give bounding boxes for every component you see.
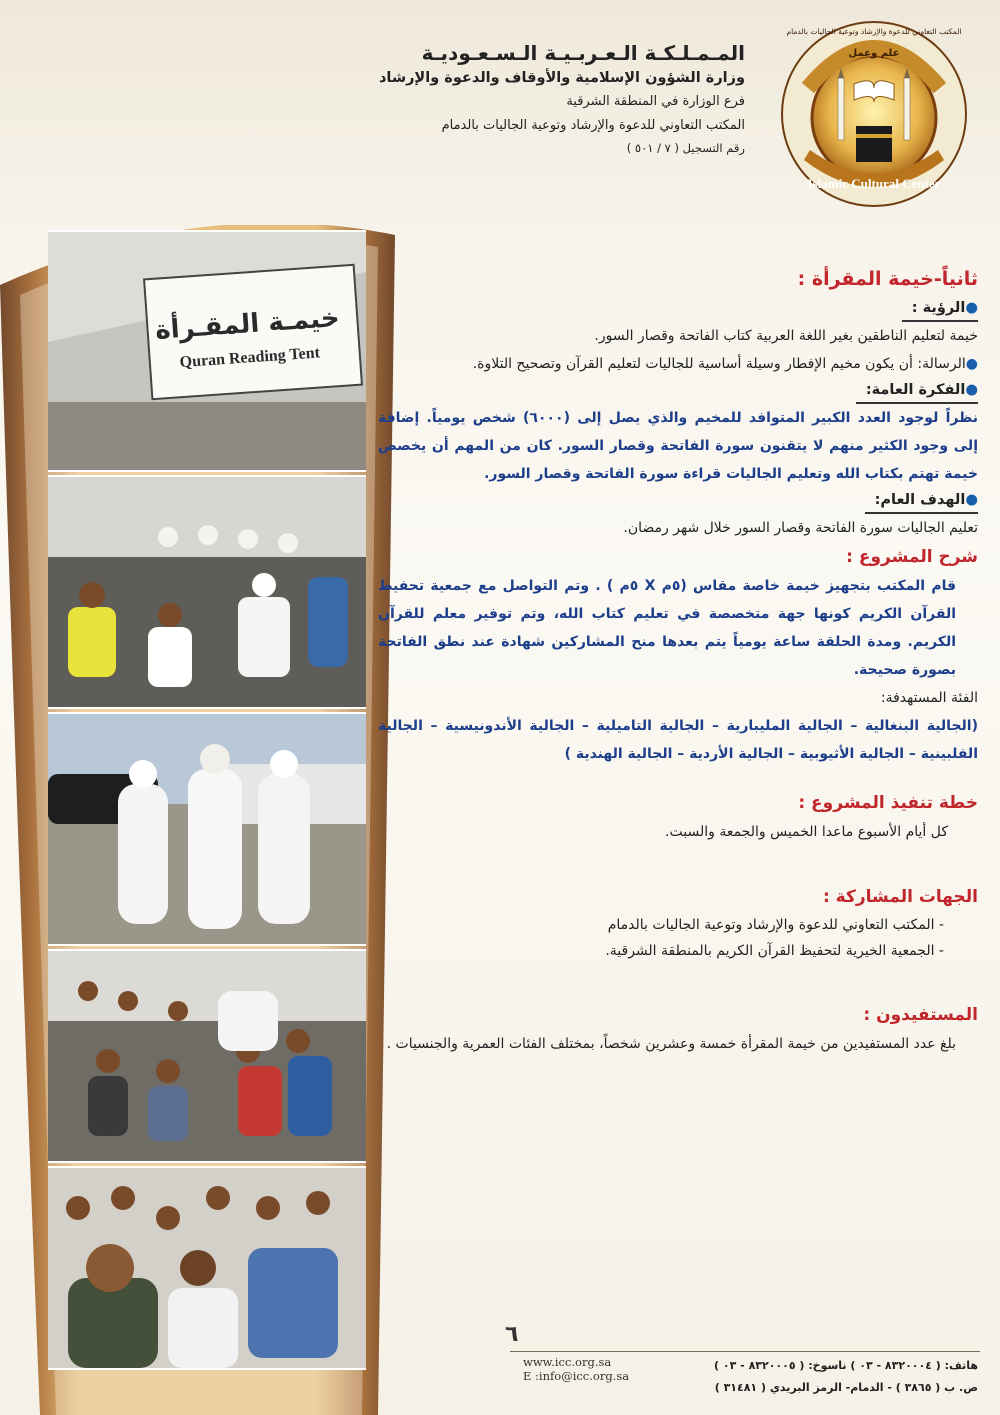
page-number: ٦: [505, 1322, 519, 1347]
explain-text: قام المكتب بتجهيز خيمة خاصة مقاس (٥م X ٥م ) . وتم التواصل مع جمعية تحفيظ القرآن الكريم كونها جهة متخصصة في تعليم كتاب الله، وتم توفير معلم للقرآن الكريم. ومدة الحلقة ساعة يومياً يتم بعدها منح المشاركين شهادة عند نطق الفاتحة بصورة صحيحة.: [378, 578, 957, 678]
photo-visitors: [48, 712, 366, 946]
partner-item: - المكتب التعاوني للدعوة والإرشاد وتوعية الجاليات بالدمام: [607, 917, 944, 933]
bullet-icon: ●: [965, 492, 978, 508]
goal-text: تعليم الجاليات سورة الفاتحة وقصار السور خلال شهر رمضان.: [623, 520, 978, 536]
bullet-icon: ●: [965, 356, 978, 372]
kingdom-name: المـمـلـكـة الـعـربـيـة الـسـعـوديـة: [421, 41, 745, 65]
postal-address: ص. ب ( ٣٨٦٥ ) - الدمام- الرمز البريدي ( ٣١٤٨١ ): [714, 1381, 978, 1394]
footer-contact-info: [714, 1355, 978, 1399]
logo-motto: علم وعمل: [848, 48, 900, 59]
website-link[interactable]: www.icc.org.sa: [523, 1355, 612, 1369]
mission-text: أن يكون مخيم الإفطار وسيلة أساسية للجاليات لتعليم القرآن وتصحيح التلاوة.: [472, 356, 913, 372]
email-link[interactable]: E :info@icc.org.sa: [523, 1369, 630, 1383]
target-label: الفئة المستهدفة:: [880, 690, 978, 706]
vision-text: خيمة لتعليم الناطقين بغير اللغة العربية كتاب الفاتحة وقصار السور.: [594, 328, 978, 344]
phone-fax: هاتف: ( ٨٣٢٠٠٠٤ - ٠٣ ) ناسوخ: ( ٨٣٢٠٠٠٥ - ٠٣ ): [714, 1359, 978, 1372]
plan-title: خطة تنفيذ المشروع :: [798, 793, 978, 813]
footer-divider: [510, 1351, 980, 1352]
photo-children-class: [48, 949, 366, 1163]
registration-number: رقم التسجيل ( ٧ / ٥٠١ ): [626, 141, 745, 155]
photo-students-group: [48, 1166, 366, 1370]
idea-text: نظراً لوجود العدد الكبير المتوافد للمخيم والذي يصل إلى (٦٠٠٠) شخص يومياً. إضافة إلى وجود الكثير منهم لا يتقنون سورة الفاتحة وقصار السور. كان من المهم أن يخصص خيمة تهتم بكتاب الله وتعليم الجاليات قراءة سورة الفاتحة وقصار السور.: [378, 410, 978, 482]
beneficiaries-title: المستفيدون :: [863, 1005, 978, 1025]
office-name: المكتب التعاوني للدعوة والإرشاد وتوعية الجاليات بالدمام: [441, 118, 745, 133]
goal-label: الهدف العام:: [874, 492, 966, 508]
ministry-name: وزارة الشؤون الإسلامية والأوقاف والدعوة والإرشاد: [378, 70, 745, 86]
islamic-cultural-center-logo: [768, 18, 980, 213]
mission-paragraph: [378, 350, 978, 378]
plan-text: كل أيام الأسبوع ماعدا الخميس والجمعة والسبت.: [665, 824, 948, 840]
photo-reading-circle: [48, 475, 366, 709]
idea-label: الفكرة العامة:: [865, 382, 966, 398]
tent-sign-arabic: خيمـة المقـرأة: [154, 302, 341, 346]
vision-label: الرؤية :: [911, 300, 966, 316]
letterhead-text: [265, 40, 745, 158]
partners-title: الجهات المشاركة :: [822, 887, 978, 907]
explain-title: شرح المشروع :: [846, 547, 978, 567]
partner-item: - الجمعية الخيرية لتحفيظ القرآن الكريم بالمنطقة الشرقية.: [605, 943, 944, 959]
mission-label: الرسالة:: [917, 356, 966, 372]
main-content: [378, 262, 978, 1058]
beneficiaries-text: بلغ عدد المستفيدين من خيمة المقرأة خمسة وعشرين شخصاً، بمختلف الفئات العمرية والجنسيات .: [386, 1036, 956, 1052]
vision-heading: [902, 296, 978, 322]
bullet-icon: ●: [965, 300, 978, 316]
logo-arc-text: المكتب التعاوني للدعوة والإرشاد وتوعية الجاليات بالدمام: [786, 27, 962, 36]
section-title: ثانياً-خيمة المقرأة :: [797, 268, 978, 290]
target-text: (الجالية البنغالية – الجالية المليبارية – الجالية التاميلية – الجالية الأندونيسية – الجالية الفلبينية – الجالية الأثيوبية – الجالية الأردية – الجالية الهندية ): [378, 718, 978, 762]
goal-heading: [865, 488, 978, 514]
logo-english-name: Islamic Cultural Center: [807, 176, 941, 191]
footer-web-info: [523, 1355, 629, 1383]
photo-tent-sign: [48, 230, 366, 472]
branch-name: فرع الوزارة في المنطقة الشرقية: [566, 94, 745, 109]
idea-heading: [856, 378, 978, 404]
letterhead: [0, 0, 1000, 215]
tent-sign-english: Quran Reading Tent: [179, 344, 321, 372]
bullet-icon: ●: [965, 382, 978, 398]
